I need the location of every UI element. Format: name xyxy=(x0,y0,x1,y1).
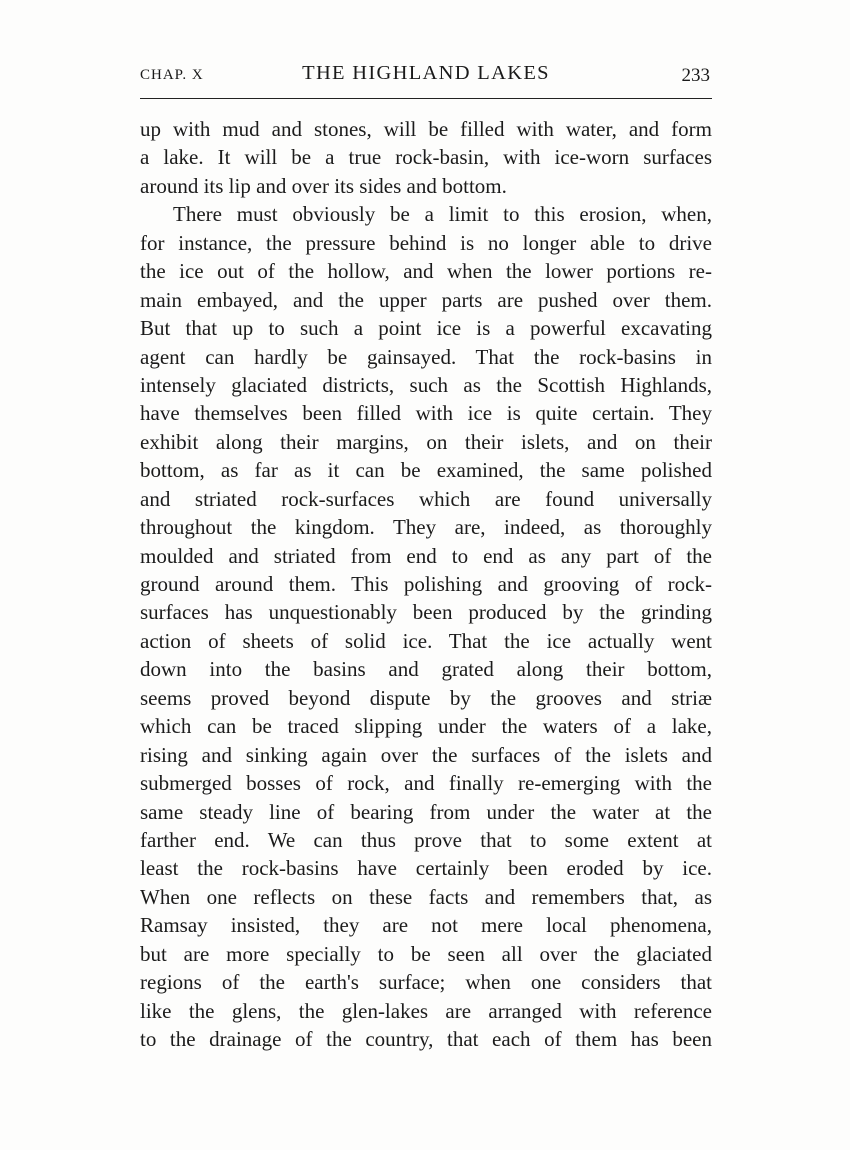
text-line: up with mud and stones, will be filled with water, and form xyxy=(140,117,712,141)
text-line: a lake. It will be a true rock-basin, with ice-worn surfaces xyxy=(140,145,712,170)
text-line: seems proved beyond dispute by the grooves and striæ xyxy=(140,685,712,710)
text-line: agent can hardly be gainsayed. That the rock-basins in xyxy=(140,344,712,369)
text-line: around its lip and over its sides and bottom. xyxy=(140,173,507,198)
text-line: action of sheets of solid ice. That the ice actually went xyxy=(140,628,712,653)
text-line: Ramsay insisted, they are not mere local phenomena, xyxy=(140,913,712,938)
text-line: regions of the earth's surface; when one considers that xyxy=(140,970,712,995)
text-line: to the drainage of the country, that each of them has been xyxy=(140,1027,712,1051)
running-title: THE HIGHLAND LAKES xyxy=(302,62,550,84)
text-line: for instance, the pressure behind is no longer able to drive xyxy=(140,230,712,255)
running-head xyxy=(140,62,712,92)
paragraph xyxy=(140,115,712,200)
body-text xyxy=(140,115,712,1053)
text-line: the ice out of the hollow, and when the lower portions re- xyxy=(140,259,712,284)
text-line: rising and sinking again over the surfaces of the islets and xyxy=(140,742,712,767)
chapter-label: CHAP. X xyxy=(140,67,204,83)
header-rule xyxy=(140,98,712,99)
text-line: When one reflects on these facts and remembers that, as xyxy=(140,884,712,909)
text-line: which can be traced slipping under the waters of a lake, xyxy=(140,714,712,739)
text-line: bottom, as far as it can be examined, the same polished xyxy=(140,458,712,483)
text-line: throughout the kingdom. They are, indeed, as thoroughly xyxy=(140,515,712,540)
text-line: but are more specially to be seen all over the glaciated xyxy=(140,941,712,966)
text-line: exhibit along their margins, on their islets, and on their xyxy=(140,429,712,454)
text-line: same steady line of bearing from under the water at the xyxy=(140,799,712,824)
text-line: down into the basins and grated along their bottom, xyxy=(140,657,712,682)
text-line: moulded and striated from end to end as any part of the xyxy=(140,543,712,568)
page-number: 233 xyxy=(681,65,710,86)
text-line: There must obviously be a limit to this erosion, when, xyxy=(173,202,712,227)
text-line: and striated rock-surfaces which are found universally xyxy=(140,486,712,511)
text-line: farther end. We can thus prove that to some extent at xyxy=(140,827,712,852)
text-line: least the rock-basins have certainly been eroded by ice. xyxy=(140,856,712,881)
text-line: intensely glaciated districts, such as the Scottish Highlands, xyxy=(140,372,712,397)
text-line: submerged bosses of rock, and finally re-emerging with the xyxy=(140,771,712,796)
text-line: But that up to such a point ice is a powerful excavating xyxy=(140,316,712,341)
text-line: ground around them. This polishing and grooving of rock- xyxy=(140,572,712,596)
text-line: surfaces has unquestionably been produced by the grinding xyxy=(140,600,712,625)
text-line: like the glens, the glen-lakes are arranged with reference xyxy=(140,998,712,1023)
paragraph xyxy=(140,200,712,1053)
text-line: main embayed, and the upper parts are pushed over them. xyxy=(140,287,712,312)
text-line: have themselves been filled with ice is quite certain. They xyxy=(140,401,712,426)
